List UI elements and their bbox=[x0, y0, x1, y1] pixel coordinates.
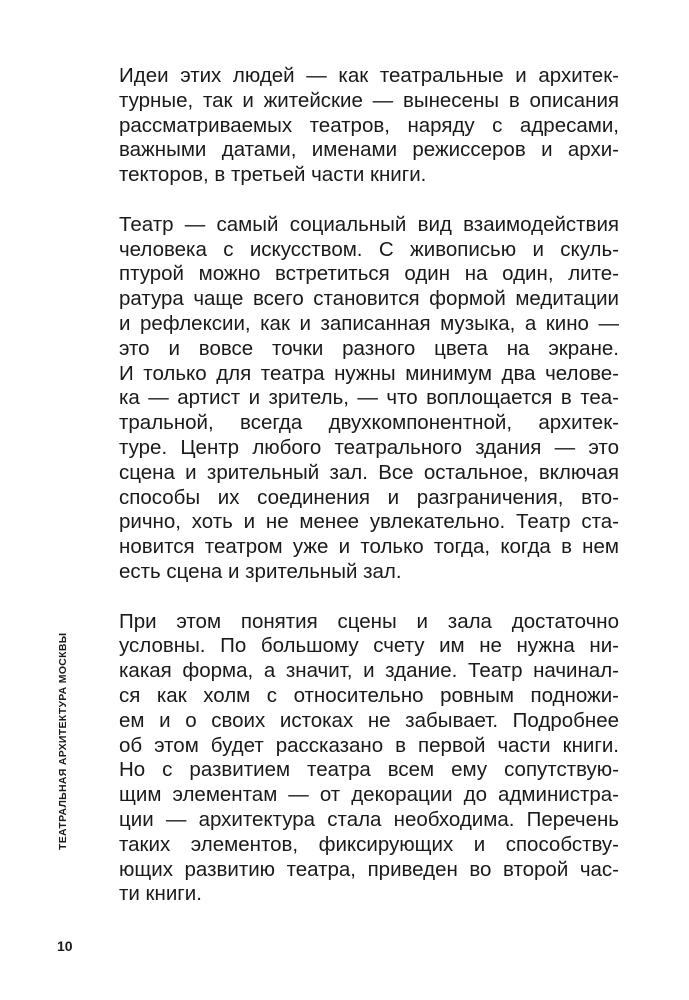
text-line: Но с развитием театра всем ему сопутствую- bbox=[119, 758, 619, 782]
text-line: сцена и зрительный зал. Все остальное, включая bbox=[119, 460, 619, 484]
text-line: турные, так и житейские — вынесены в описания bbox=[119, 88, 619, 112]
text-line: рично, хоть и не менее увлекательно. Театр ста- bbox=[119, 510, 619, 534]
text-line: Идеи этих людей — как театральные и архитек- bbox=[119, 64, 619, 87]
text-line: таких элементов, фиксирующих и способству- bbox=[119, 832, 619, 856]
text-line: рассматриваемых театров, наряду с адресами, bbox=[119, 113, 619, 137]
text-line: ратура чаще всего становится формой медитации bbox=[119, 287, 619, 311]
paragraph-1 bbox=[119, 64, 619, 188]
text-line: птурой можно встретиться один на один, лите- bbox=[119, 262, 619, 286]
text-line: об этом будет рассказано в первой части книги. bbox=[119, 733, 619, 757]
text-line: тральной, всегда двухкомпонентной, архитек- bbox=[119, 411, 619, 435]
page-number: 10 bbox=[57, 938, 73, 954]
text-line: новится театром уже и только тогда, когда в нем bbox=[119, 535, 619, 559]
text-line: это и вовсе точки разного цвета на экране. bbox=[119, 336, 619, 360]
text-line: И только для театра нужны минимум два челове- bbox=[119, 361, 619, 385]
text-line: человека с искусством. С живописью и скуль- bbox=[119, 237, 619, 261]
body-text bbox=[119, 64, 619, 907]
text-line: важными датами, именами режиссеров и архи- bbox=[119, 138, 619, 162]
text-line: есть сцена и зрительный зал. bbox=[119, 559, 402, 583]
text-line: При этом понятия сцены и зала достаточно bbox=[119, 609, 619, 633]
text-line: ся как холм с относительно ровным подножи- bbox=[119, 683, 619, 707]
text-line: условны. По большому счету им не нужна ни- bbox=[119, 634, 619, 658]
paragraph-3 bbox=[119, 610, 619, 908]
text-line: туре. Центр любого театрального здания — это bbox=[119, 435, 619, 459]
text-line: Театр — самый социальный вид взаимодействия bbox=[119, 212, 619, 236]
text-line: ти книги. bbox=[119, 882, 202, 906]
text-line: ка — артист и зритель, — что воплощается в теа- bbox=[119, 386, 619, 410]
text-line: ющих развитию театра, приведен во второй час- bbox=[119, 857, 619, 881]
running-head: ТЕАТРАЛЬНАЯ АРХИТЕКТУРА МОСКВЫ bbox=[57, 632, 69, 850]
text-line: текторов, в третьей части книги. bbox=[119, 163, 427, 187]
text-line: и рефлексии, как и записанная музыка, а кино — bbox=[119, 311, 619, 335]
text-line: ем и о своих истоках не забывает. Подробнее bbox=[119, 708, 619, 732]
text-line: способы их соединения и разграничения, вто- bbox=[119, 485, 619, 509]
text-line: ции — архитектура стала необходима. Перечень bbox=[119, 807, 619, 831]
text-line: какая форма, а значит, и здание. Театр начинал- bbox=[119, 659, 619, 683]
paragraph-2 bbox=[119, 213, 619, 585]
text-line: щим элементам — от декорации до администра- bbox=[119, 783, 619, 807]
